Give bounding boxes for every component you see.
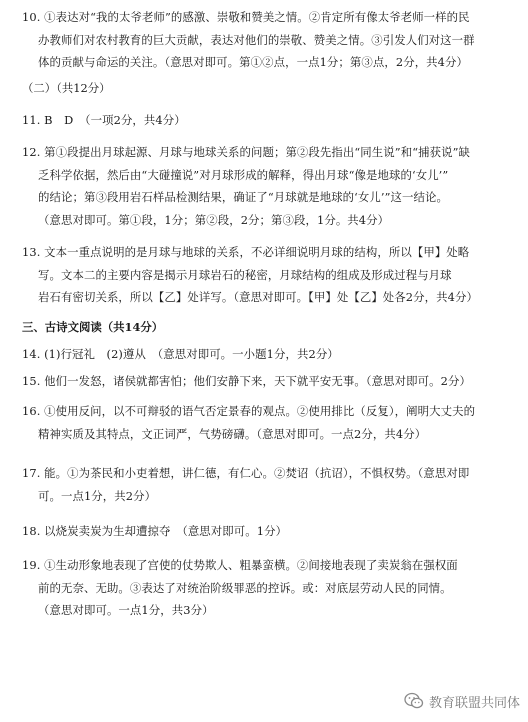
answer-line: 13. 文本一重点说明的是月球与地球的关系，不必详细说明月球的结构，所以【甲】处略 bbox=[22, 245, 470, 259]
answer-line: 10. ①表达对“我的太爷老师”的感激、崇敬和赞美之情。②肯定所有像太爷老师一样的民 bbox=[22, 10, 470, 24]
answer-q16 bbox=[22, 400, 508, 445]
answer-line: 19. ①生动形象地表现了宫使的仗势欺人、粗暴蛮横。②间接地表现了卖炭翁在强权面 bbox=[22, 558, 458, 572]
answer-line: 11. B D （一项2分，共4分） bbox=[22, 113, 186, 127]
answer-line: 办教师们对农村教育的巨大贡献，表达对他们的崇敬、赞美之情。③引发人们对这一群 bbox=[38, 32, 475, 47]
answer-q12 bbox=[22, 141, 508, 231]
watermark bbox=[404, 690, 520, 712]
answer-line: 的结论；第③段用岩石样品检测结果，确证了“月球就是地球的‘女儿’”这一结论。 bbox=[38, 190, 448, 204]
watermark-text: 教育联盟共同体 bbox=[428, 695, 520, 711]
section-part3-heading: 三、古诗文阅读（共14分） bbox=[22, 320, 164, 334]
answer-line: 15. 他们一发怒，诸侯就都害怕；他们安静下来，天下就平安无事。（意思对即可。2分） bbox=[22, 374, 471, 388]
answer-line: （意思对即可。第①段，1分；第②段，2分；第③段，1分。共4分） bbox=[38, 212, 390, 227]
answer-line: （意思对即可。一点1分，共3分） bbox=[38, 603, 214, 617]
section-part2-heading: （二）（共12分） bbox=[22, 81, 111, 95]
answer-q18 bbox=[22, 520, 508, 543]
answer-line: 体的贡献与命运的关注。（意思对即可。第①②点，一点1分；第③点，2分，共4分） bbox=[38, 55, 469, 69]
answer-line: 14. (1)行冠礼 (2)遵从 （意思对即可。一小题1分，共2分） bbox=[22, 347, 339, 361]
answer-q11 bbox=[22, 109, 508, 132]
answer-q19 bbox=[22, 554, 508, 622]
answer-line: 前的无奈、无助。③表达了对统治阶级罪恶的控诉。或：对底层劳动人民的同情。 bbox=[38, 580, 452, 595]
answer-line: 可。一点1分，共2分） bbox=[38, 488, 157, 503]
answer-line: 12. 第①段提出月球起源、月球与地球关系的问题；第②段先指出“同生说”和“捕获说”缺 bbox=[22, 145, 471, 159]
answer-q10 bbox=[22, 6, 508, 74]
answer-line: 16. ①使用反问，以不可辩驳的语气否定景春的观点。②使用排比（反复），阐明大丈夫的 bbox=[22, 404, 476, 418]
answer-q17 bbox=[22, 462, 508, 507]
answer-line: 岩石有密切关系，所以【乙】处详写。（意思对即可。【甲】处【乙】处各2分，共4分） bbox=[38, 290, 478, 304]
answer-q14 bbox=[22, 343, 508, 366]
answer-line: 精神实质及其特点，文正词严，气势磅礴。（意思对即可。一点2分，共4分） bbox=[38, 426, 427, 441]
answer-line: 18. 以烧炭卖炭为生却遭掠夺 （意思对即可。1分） bbox=[22, 524, 288, 538]
wechat-icon bbox=[404, 692, 424, 710]
answer-q13 bbox=[22, 241, 508, 309]
answer-line: 写。文本二的主要内容是揭示月球岩石的秘密，月球结构的组成及形成过程与月球 bbox=[38, 267, 452, 282]
answer-line: 17. 能。①为茶民和小吏着想，讲仁德，有仁心。②焚诏（抗诏），不惧权势。（意思对即 bbox=[22, 466, 470, 480]
answer-line: 乏科学依据，然后由“大碰撞说”对月球形成的解释，得出月球“像是地球的‘女儿’” bbox=[38, 167, 449, 182]
answer-q15 bbox=[22, 370, 508, 393]
